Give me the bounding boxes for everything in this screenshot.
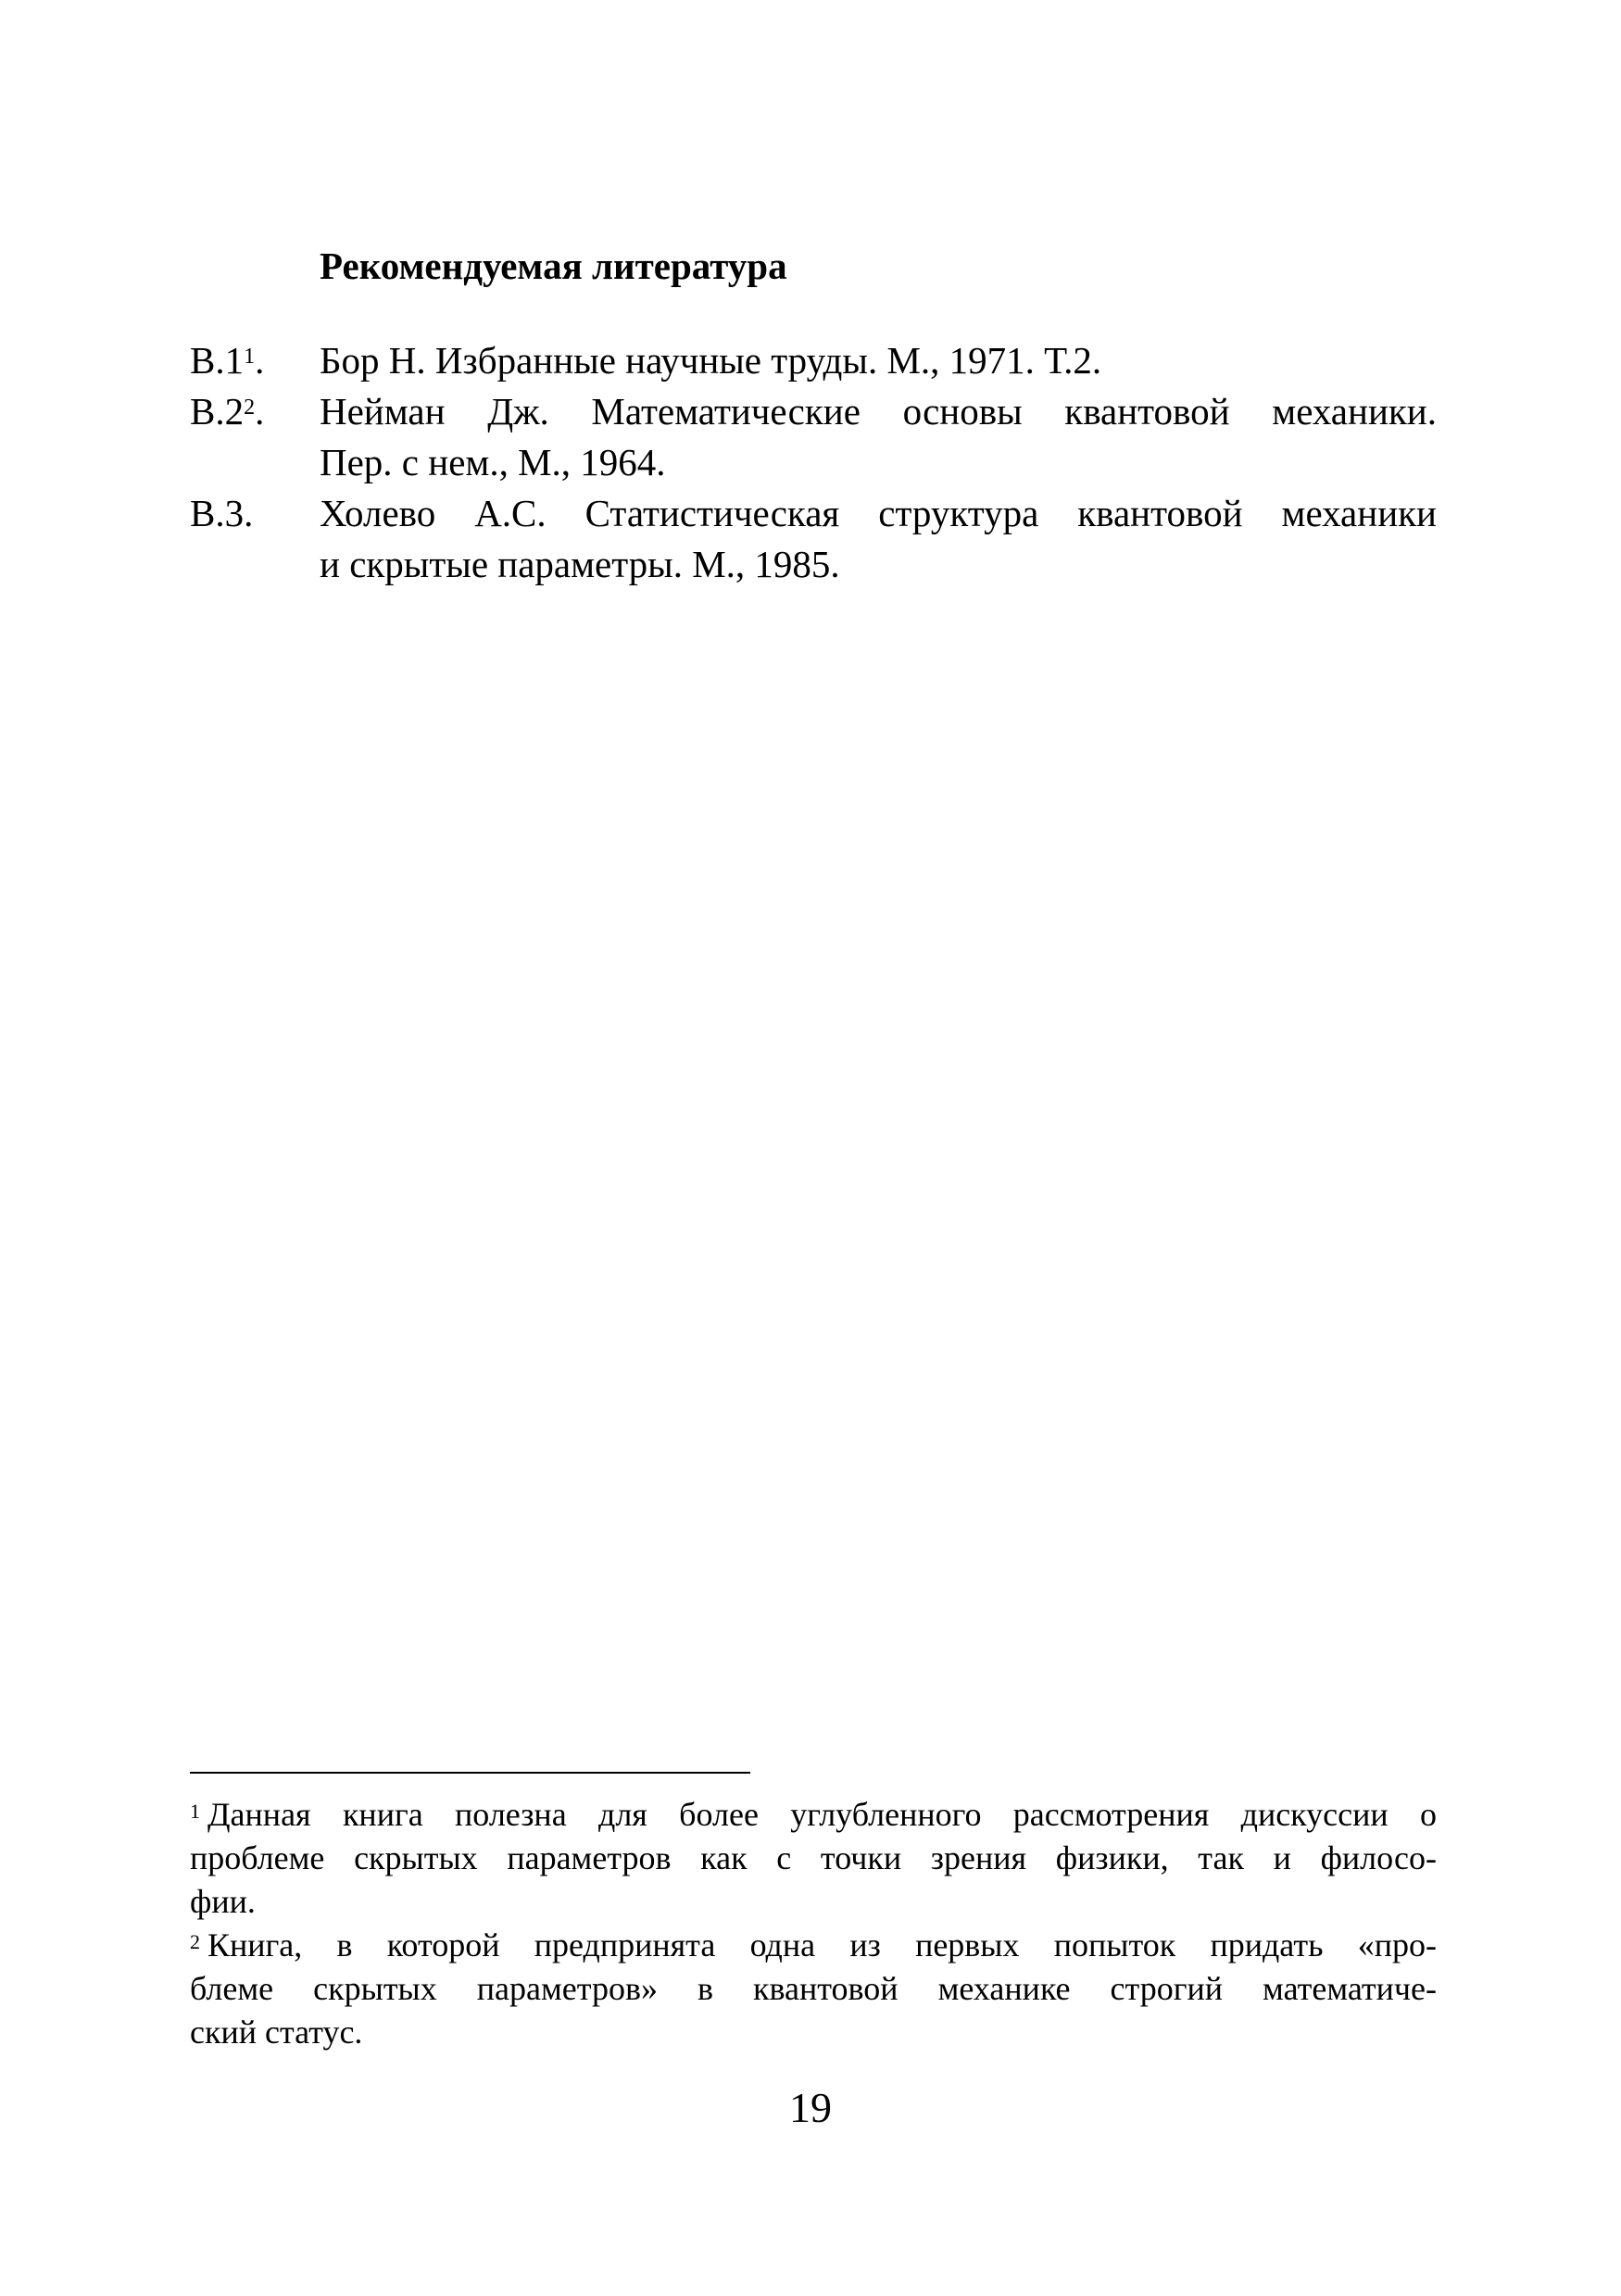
footnote: $^2$ Книга, в которой предпринята одна из первых попыток придать «про- блеме скрытых параметров» в квантовой механике строгий математиче- ский статус. — [190, 1926, 1437, 2051]
reference-text: Бор Н. Избранные научные труды. М., 1971. Т.2. — [320, 339, 1102, 382]
footnote-marker: 1 — [244, 345, 256, 369]
reference-number: $В.2^2$. — [190, 390, 265, 433]
reference-item — [190, 488, 1437, 590]
reference-list — [190, 335, 1437, 590]
page-number: 19 — [789, 2084, 832, 2131]
footnote-marker: 2 — [244, 395, 256, 420]
footnote-mark: 2 — [190, 1930, 200, 1953]
reference-text: Холево А.С. Статистическая структура квантовой механики и скрытые параметры. М., 1985. — [320, 492, 1437, 585]
reference-item — [190, 386, 1437, 488]
reference-number: $В.1^1$. — [190, 339, 265, 382]
reference-text: Нейман Дж. Математические основы квантовой механики. Пер. с нем., М., 1964. — [320, 390, 1437, 483]
footnotes — [190, 1793, 1437, 2054]
footnote: $^1$ Данная книга полезна для более углубленного рассмотрения дискуссии о проблеме скрытых параметров как с точки зрения физики, так и филосо- фии. — [190, 1796, 1437, 1920]
reference-number: В.3. — [190, 492, 254, 534]
reference-item — [190, 335, 1437, 386]
footnote-mark: 1 — [190, 1800, 200, 1823]
section-heading: Рекомендуемая литература — [320, 245, 787, 287]
footnote-separator — [190, 1772, 750, 1774]
